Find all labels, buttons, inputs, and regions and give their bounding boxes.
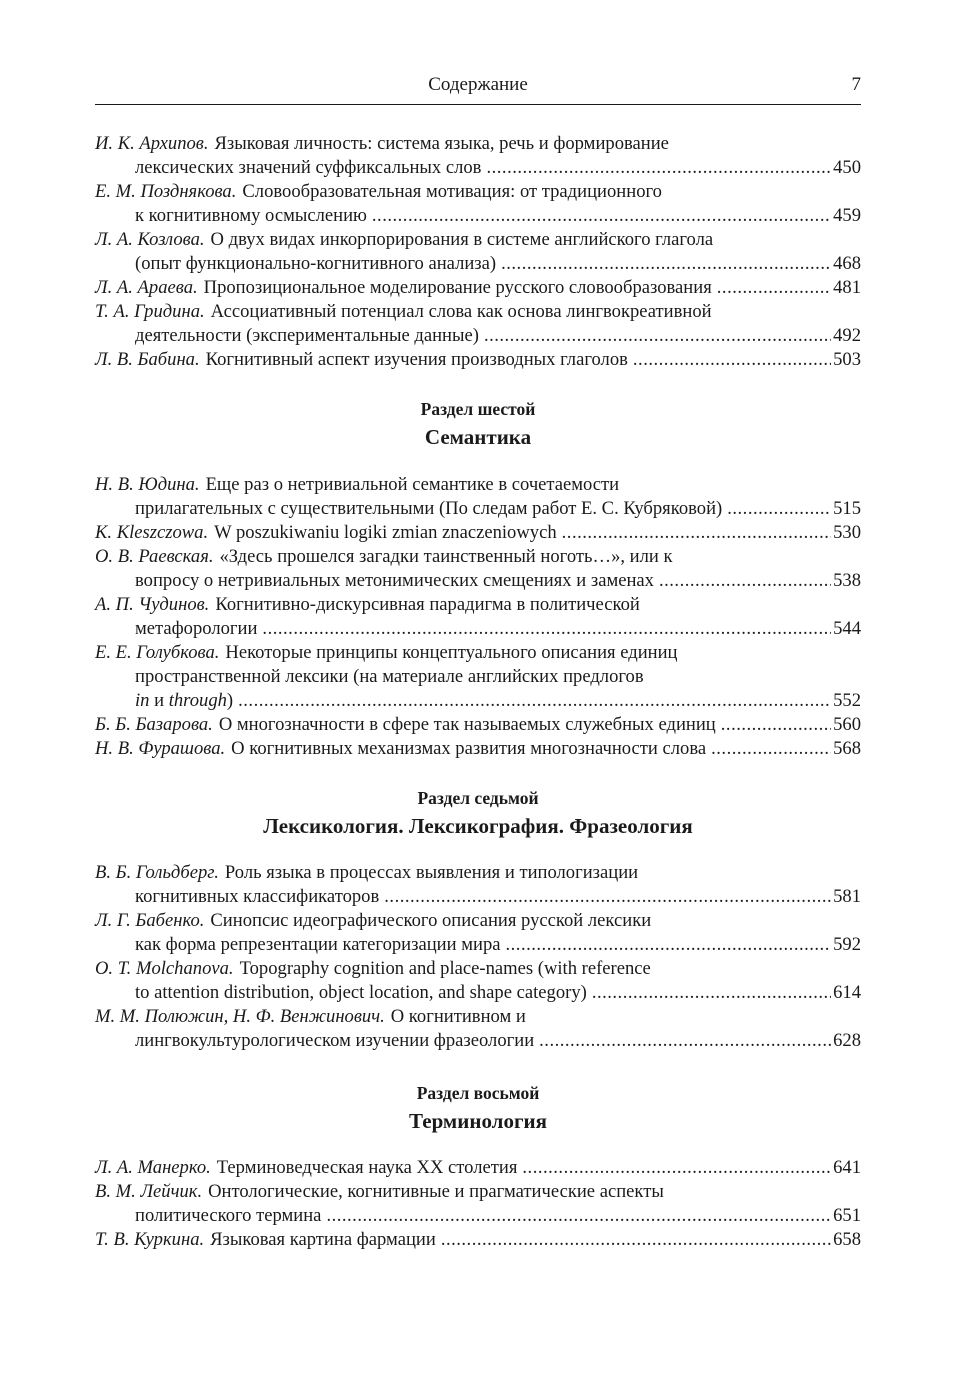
- entry-title: Роль языка в процессах выявления и типологизации: [224, 862, 639, 883]
- entry-author: Т. А. Гридина.: [95, 301, 205, 322]
- toc-entry: [95, 641, 861, 713]
- entry-page: 515: [833, 498, 861, 519]
- entry-author: О. В. Раевская.: [95, 546, 214, 567]
- entry-author: Е. Е. Голубкова.: [95, 642, 220, 663]
- entry-page: 503: [833, 349, 861, 370]
- entry-page: 651: [833, 1205, 861, 1226]
- section-name: Семантика: [424, 425, 532, 449]
- section-label: Раздел шестой: [420, 399, 536, 419]
- toc-entry: [95, 348, 861, 372]
- entry-title-cont: деятельности (экспериментальные данные): [135, 325, 479, 346]
- entry-author: Н. В. Фурашова.: [95, 738, 226, 759]
- entry-title-cont: in: [135, 690, 150, 711]
- header-page-number: 7: [851, 74, 861, 95]
- toc-entry: [95, 300, 861, 348]
- section-label: Раздел восьмой: [416, 1083, 540, 1103]
- entry-author: Е. М. Позднякова.: [95, 181, 237, 202]
- entry-page: 592: [833, 934, 861, 955]
- entry-title-cont: к когнитивному осмыслению: [135, 205, 367, 226]
- entry-author: O. T. Molchanova.: [95, 958, 234, 979]
- entry-title: О когнитивных механизмах развития многозначности слова: [231, 738, 707, 759]
- entry-author: Т. В. Куркина.: [95, 1229, 205, 1250]
- entry-author: М. М. Полюжин, Н. Ф. Венжинович.: [95, 1006, 385, 1027]
- entry-author: Л. А. Манерко.: [95, 1157, 211, 1178]
- entry-title: Пропозициональное моделирование русского словообразования: [203, 277, 712, 298]
- entry-page: 481: [833, 277, 861, 298]
- entry-title: Когнитивный аспект изучения производных глаголов: [205, 349, 628, 370]
- toc-entry: [95, 1156, 861, 1180]
- toc-entry: [95, 957, 861, 1005]
- toc-entry: [95, 228, 861, 276]
- toc-block-3: [95, 861, 861, 1053]
- entry-title-cont: когнитивных классификаторов: [135, 886, 380, 907]
- toc-entry: [95, 1180, 861, 1228]
- entry-title: О когнитивном и: [390, 1006, 526, 1027]
- entry-author: K. Kleszczowa.: [95, 522, 209, 543]
- toc-entry: [95, 276, 861, 300]
- entry-page: 581: [833, 886, 861, 907]
- entry-page: 530: [833, 522, 861, 543]
- entry-page: 658: [833, 1229, 861, 1250]
- entry-title: Ассоциативный потенциал слова как основа лингвокреативной: [210, 301, 712, 322]
- section-label: Раздел седьмой: [417, 788, 539, 808]
- entry-title: Терминоведческая наука XX столетия: [216, 1157, 518, 1178]
- running-header: [95, 72, 861, 105]
- entry-page: 552: [833, 690, 861, 711]
- toc-entry: [95, 593, 861, 641]
- entry-title: Синопсис идеографического описания русской лексики: [210, 910, 652, 931]
- entry-page: 468: [833, 253, 861, 274]
- entry-title-cont: и: [149, 690, 169, 711]
- section-heading-6: [95, 396, 861, 452]
- section-heading-7: [95, 785, 861, 841]
- entry-title-cont: лексических значений суффиксальных слов: [135, 157, 482, 178]
- toc-entry: [95, 909, 861, 957]
- entry-title-cont: вопросу о нетривиальных метонимических смещениях и заменах: [135, 570, 654, 591]
- section-heading-8: [95, 1080, 861, 1136]
- toc-entry: [95, 1228, 861, 1252]
- entry-author: Л. Г. Бабенко.: [95, 910, 205, 931]
- entry-title-cont: (опыт функционально-когнитивного анализа): [135, 253, 497, 274]
- entry-title-cont: метафорологии: [135, 618, 258, 639]
- entry-title-cont: to attention distribution, object location, and shape category): [135, 982, 587, 1003]
- entry-title: О многозначности в сфере так называемых служебных единиц: [218, 714, 716, 735]
- section-name: Лексикология. Лексикография. Фразеология: [263, 814, 693, 838]
- toc-block-4: [95, 1156, 861, 1252]
- toc-block-1: [95, 132, 861, 372]
- section-name: Терминология: [409, 1109, 547, 1133]
- entry-title: Языковая картина фармации: [210, 1229, 436, 1250]
- entry-title: О двух видах инкорпорирования в системе английского глагола: [210, 229, 714, 250]
- toc-entry: [95, 737, 861, 761]
- toc-entry: [95, 132, 861, 180]
- entry-author: В. М. Лейчик.: [95, 1181, 203, 1202]
- entry-title-cont: как форма репрезентации категоризации мира: [135, 934, 501, 955]
- toc-entry: [95, 473, 861, 521]
- entry-title-cont: through: [168, 690, 227, 711]
- entry-title: Словообразовательная мотивация: от традиционного: [242, 181, 662, 202]
- entry-title: Онтологические, когнитивные и прагматические аспекты: [208, 1181, 664, 1202]
- toc-entry: [95, 545, 861, 593]
- entry-title: «Здесь прошелся загадки таинственный ноготь…», или к: [219, 546, 673, 567]
- entry-title-cont: пространственной лексики (на материале английских предлогов: [135, 666, 644, 687]
- toc-entry: [95, 521, 861, 545]
- entry-title-cont: ): [226, 690, 234, 711]
- entry-page: 560: [833, 714, 861, 735]
- entry-title-cont: лингвокультурологическом изучении фразеологии: [135, 1030, 535, 1051]
- toc-entry: [95, 861, 861, 909]
- entry-author: Б. Б. Базарова.: [95, 714, 213, 735]
- toc-block-2: [95, 473, 861, 761]
- entry-page: 628: [833, 1030, 861, 1051]
- entry-page: 538: [833, 570, 861, 591]
- entry-title-cont: прилагательных с существительными (По следам работ Е. С. Кубряковой): [135, 498, 723, 519]
- header-title: Содержание: [428, 74, 528, 95]
- entry-author: И. К. Архипов.: [95, 133, 209, 154]
- entry-title: Еще раз о нетривиальной семантике в сочетаемости: [205, 474, 620, 495]
- entry-author: В. Б. Гольдберг.: [95, 862, 219, 883]
- entry-title: W poszukiwaniu logiki zmian znaczeniowych: [214, 522, 557, 543]
- toc-entry: [95, 180, 861, 228]
- entry-title: Topography cognition and place-names (with reference: [239, 958, 651, 979]
- entry-page: 568: [833, 738, 861, 759]
- entry-author: Н. В. Юдина.: [95, 474, 200, 495]
- entry-page: 459: [833, 205, 861, 226]
- entry-page: 614: [833, 982, 861, 1003]
- entry-page: 492: [833, 325, 861, 346]
- entry-author: Л. А. Козлова.: [95, 229, 205, 250]
- entry-page: 450: [833, 157, 861, 178]
- entry-title: Языковая личность: система языка, речь и формирование: [214, 133, 669, 154]
- entry-title: Когнитивно-дискурсивная парадигма в политической: [215, 594, 640, 615]
- entry-page: 544: [833, 618, 861, 639]
- entry-title: Некоторые принципы концептуального описания единиц: [225, 642, 678, 663]
- entry-page: 641: [833, 1157, 861, 1178]
- entry-author: Л. А. Араева.: [95, 277, 198, 298]
- toc-entry: [95, 713, 861, 737]
- entry-author: А. П. Чудинов.: [95, 594, 210, 615]
- entry-title-cont: политического термина: [135, 1205, 322, 1226]
- entry-author: Л. В. Бабина.: [95, 349, 200, 370]
- toc-entry: [95, 1005, 861, 1053]
